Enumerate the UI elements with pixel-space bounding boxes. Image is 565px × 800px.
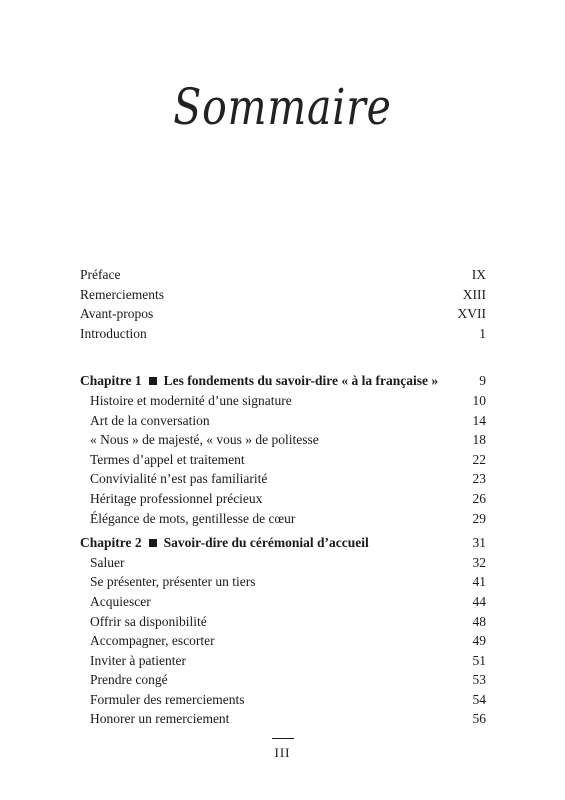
toc-section[interactable]	[80, 450, 486, 470]
toc-section-label: Offrir sa disponibilité	[90, 613, 207, 629]
page-title: Sommaire	[173, 78, 392, 136]
toc-section[interactable]	[80, 572, 486, 592]
toc-section[interactable]	[80, 489, 486, 509]
toc-entry-page: 51	[472, 652, 486, 668]
page-footer	[0, 738, 565, 761]
toc-entry-page: 14	[472, 412, 486, 428]
toc-section[interactable]	[80, 612, 486, 632]
toc-section-label: Acquiescer	[90, 593, 151, 609]
toc-entry-page: IX	[471, 267, 486, 282]
toc-section-label: Formuler des remerciements	[90, 691, 245, 707]
toc-section[interactable]	[80, 509, 486, 529]
toc-entry-page: 22	[472, 451, 486, 467]
toc-entry-label: Avant-propos	[80, 306, 154, 322]
square-bullet-icon	[149, 539, 157, 547]
toc-section-label: Art de la conversation	[90, 412, 210, 428]
toc-entry-page: 1	[479, 325, 486, 341]
toc-section-label: Héritage professionnel précieux	[90, 490, 263, 506]
toc-section-label: Inviter à patienter	[90, 652, 186, 668]
toc-entry-page: XVII	[457, 306, 486, 322]
toc-entry-page: 53	[472, 672, 486, 688]
footer-rule	[272, 738, 294, 739]
chapter-number: Chapitre 2	[80, 535, 142, 551]
toc-entry-page: 49	[472, 633, 486, 649]
toc-entry-label: Préface	[80, 267, 121, 282]
toc-entry-page: 54	[472, 691, 486, 707]
toc-section-label: « Nous » de majesté, « vous » de politesse	[90, 432, 319, 448]
toc-entry-preface[interactable]	[80, 265, 486, 285]
toc-entry-page: 56	[472, 711, 486, 727]
toc-section[interactable]	[80, 553, 486, 573]
chapter-title: Les fondements du savoir-dire « à la française »	[163, 373, 439, 389]
toc-entry-avant-propos[interactable]	[80, 304, 486, 324]
toc-section[interactable]	[80, 592, 486, 612]
toc-section[interactable]	[80, 651, 486, 671]
toc-section-label: Saluer	[90, 554, 125, 570]
chapter-title: Savoir-dire du cérémonial d’accueil	[163, 535, 369, 551]
page-number: III	[274, 745, 291, 760]
chapter-number: Chapitre 1	[80, 373, 142, 389]
table-of-contents	[80, 265, 486, 729]
toc-chapter-2[interactable]	[80, 533, 486, 553]
toc-entry-page: 48	[472, 613, 486, 629]
toc-entry-page: 31	[472, 535, 486, 551]
toc-section-label: Honorer un remerciement	[90, 711, 230, 727]
toc-entry-page: 44	[472, 593, 486, 609]
toc-section[interactable]	[80, 670, 486, 690]
toc-section[interactable]	[80, 430, 486, 450]
toc-section-label: Élégance de mots, gentillesse de cœur	[90, 510, 296, 526]
toc-entry-page: 18	[472, 432, 486, 448]
toc-entry-label: Remerciements	[80, 286, 164, 302]
toc-section-label: Termes d’appel et traitement	[90, 451, 245, 467]
toc-entry-label: Introduction	[80, 325, 147, 341]
toc-section[interactable]	[80, 411, 486, 431]
chapter-heading	[80, 371, 438, 391]
toc-entry-page: 29	[472, 510, 486, 526]
toc-section-label: Se présenter, présenter un tiers	[90, 574, 256, 590]
toc-section[interactable]	[80, 631, 486, 651]
toc-entry-introduction[interactable]	[80, 324, 486, 344]
toc-section-label: Histoire et modernité d’une signature	[90, 392, 292, 408]
toc-entry-page: 9	[479, 373, 486, 389]
toc-section-label: Convivialité n’est pas familiarité	[90, 471, 268, 487]
toc-entry-remerciements[interactable]	[80, 285, 486, 305]
toc-section[interactable]	[80, 391, 486, 411]
toc-entry-page: 41	[472, 574, 486, 590]
toc-entry-page: 32	[472, 554, 486, 570]
toc-section[interactable]	[80, 709, 486, 729]
toc-section-label: Accompagner, escorter	[90, 633, 215, 649]
toc-entry-page: 23	[472, 471, 486, 487]
toc-section[interactable]	[80, 469, 486, 489]
toc-entry-page: XIII	[462, 286, 486, 302]
toc-entry-page: 10	[472, 392, 486, 408]
toc-section[interactable]	[80, 690, 486, 710]
toc-entry-page: 26	[472, 490, 486, 506]
toc-chapter-1[interactable]	[80, 371, 486, 391]
toc-section-label: Prendre congé	[90, 672, 168, 688]
chapter-heading	[80, 533, 369, 553]
square-bullet-icon	[149, 377, 157, 385]
